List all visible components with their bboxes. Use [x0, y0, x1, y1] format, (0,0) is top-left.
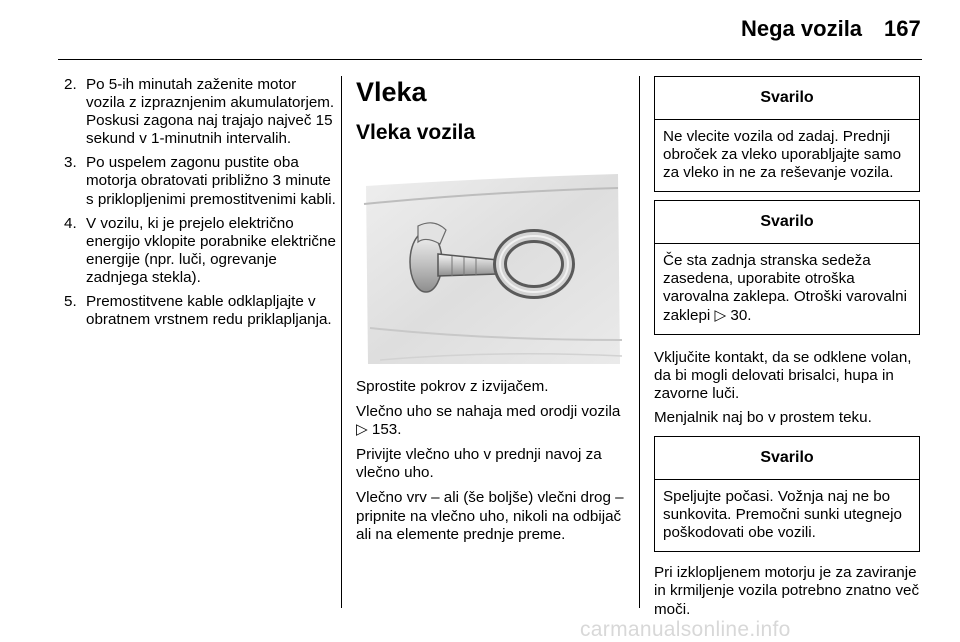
paragraph: Vključite kontakt, da se odklene volan, da bi mogli delovati brisalci, hupa in zavorne luči.	[654, 348, 912, 402]
column-1	[64, 76, 336, 335]
paragraph: Menjalnik naj bo v prostem teku.	[654, 408, 872, 426]
header-title: Nega vozila	[741, 16, 863, 41]
step-item	[64, 215, 336, 287]
step-text: Po uspelem zagonu pustite oba motorja obratovati približno 3 minute s priklopljenimi premostitvenimi kabli.	[86, 154, 336, 208]
towing-instructions	[356, 378, 624, 544]
warning-box	[654, 436, 920, 552]
step-text: Po 5-ih minutah zaženite motor vozila z izpraznjenim akumulatorjem. Poskusi zagona naj trajajo največ 15 sekund v 1-minutnih intervalih.	[86, 76, 335, 148]
column-divider-2	[639, 76, 640, 608]
column-divider-1	[341, 76, 342, 608]
warning-title: Svarilo	[655, 437, 919, 480]
warning-title: Svarilo	[655, 201, 919, 244]
column-3	[654, 76, 920, 625]
paragraph: Vlečno vrv – ali (še boljše) vlečni drog – pripnite na vlečno uho, nikoli na odbijač ali na elemente prednje preme.	[356, 489, 624, 543]
warning-text: Ne vlecite vozila od zadaj. Prednji obroček za vleko uporabljajte samo za vleko in ne za reševanje vozila.	[663, 128, 902, 182]
step-text: Premostitvene kable odklapljajte v obratnem vrstnem redu priklapljanja.	[86, 293, 332, 329]
paragraph: Sprostite pokrov z izvijačem.	[356, 378, 549, 395]
step-list	[64, 76, 336, 329]
section-heading: Vleka	[356, 77, 427, 107]
towing-eye-illustration	[356, 164, 624, 368]
page-number: 167	[884, 16, 921, 41]
warning-text: Če sta zadnja stranska sedeža zasedena, uporabite otroška varovalna zaklepa. Otroški varovalni zaklepi ▷ 30.	[663, 252, 907, 324]
step-item	[64, 154, 336, 208]
step-item	[64, 76, 336, 148]
page-header	[0, 0, 960, 62]
paragraph: Vlečno uho se nahaja med orodji vozila ▷ 153.	[356, 403, 621, 439]
step-number: 4.	[64, 214, 77, 232]
step-item	[64, 293, 336, 329]
paragraph: Privijte vlečno uho v prednji navoj za vlečno uho.	[356, 446, 602, 482]
paragraph: Pri izklopljenem motorju je za zaviranje in krmiljenje vozila potrebno znatno več moči.	[654, 564, 920, 618]
warning-box	[654, 76, 920, 192]
column-2	[356, 76, 624, 551]
step-number: 3.	[64, 154, 77, 172]
warning-title: Svarilo	[655, 77, 919, 120]
watermark: carmanualsonline.info	[580, 618, 791, 641]
warning-text: Speljujte počasi. Vožnja naj ne bo sunkovita. Premočni sunki utegnejo poškodovati obe vozili.	[663, 488, 902, 542]
step-text: V vozilu, ki je prejelo električno energijo vklopite porabnike električne energije (npr. luči, ogrevanje zadnjega stekla).	[86, 214, 336, 286]
section-subheading: Vleka vozila	[356, 121, 476, 144]
step-number: 5.	[64, 293, 77, 311]
step-number: 2.	[64, 76, 77, 93]
header-rule	[58, 59, 922, 60]
warning-box	[654, 200, 920, 334]
